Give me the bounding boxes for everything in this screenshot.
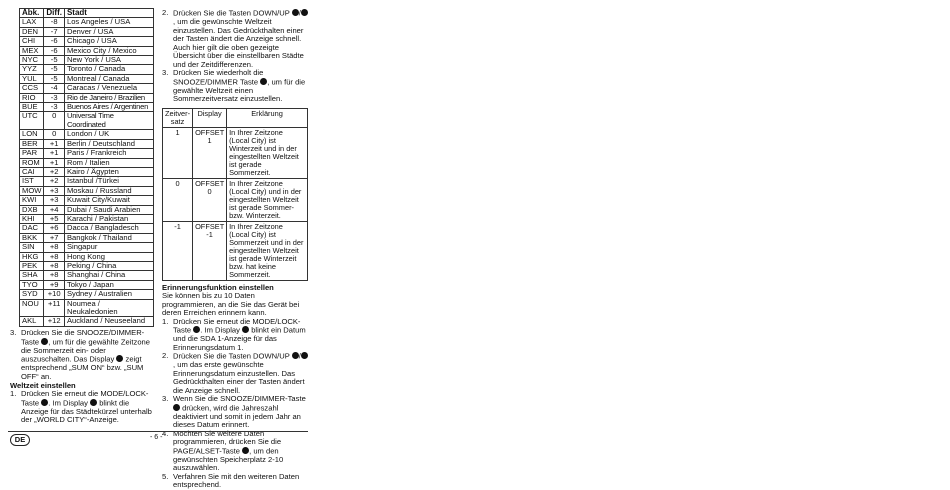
city-cell-stadt: Auckland / Neuseeland <box>64 317 153 326</box>
city-cell-abk: KWI <box>20 196 44 205</box>
city-cell-stadt: Los Angeles / USA <box>64 18 153 27</box>
city-cell-diff: +8 <box>44 271 65 280</box>
city-cell-abk: MOW <box>20 186 44 195</box>
city-cell-diff: +3 <box>44 196 65 205</box>
city-cell-stadt: Paris / Frankreich <box>64 149 153 158</box>
city-cell-diff: +4 <box>44 205 65 214</box>
city-cell-diff: +8 <box>44 252 65 261</box>
display-marker-icon <box>90 399 97 406</box>
display-marker-icon <box>116 355 123 362</box>
dst-row: 1 OFFSET 1 In Ihrer Zeitzone (Local City) ist Winterzeit und in der eingestellten Weltzeit ist gerade Sommerzeit. <box>163 127 308 178</box>
city-cell-abk: HKG <box>20 252 44 261</box>
weltzeit-heading: Weltzeit einstellen <box>10 380 76 390</box>
city-cell-stadt: Chicago / USA <box>64 37 153 46</box>
city-cell-abk: SHA <box>20 271 44 280</box>
city-cell-abk: BUE <box>20 103 44 112</box>
city-cell-diff: +1 <box>44 149 65 158</box>
city-cell-stadt: Berlin / Deutschland <box>64 139 153 148</box>
city-cell-diff: +3 <box>44 186 65 195</box>
dst-offset-table <box>162 108 308 281</box>
city-cell-diff: -8 <box>44 18 65 27</box>
city-cell-abk: LAX <box>20 18 44 27</box>
dst-row: 0 OFFSET 0 In Ihrer Zeitzone (Local City) und in der eingestellten Weltzeit ist gerade Sommer- bzw. Winterzeit. <box>163 178 308 221</box>
city-cell-diff: -5 <box>44 74 65 83</box>
city-cell-abk: CHI <box>20 37 44 46</box>
city-cell-abk: YYZ <box>20 65 44 74</box>
right-column-text <box>162 9 308 490</box>
city-cell-abk: PAR <box>20 149 44 158</box>
city-table-row <box>20 65 154 74</box>
city-cell-stadt: Dubai / Saudi Arabien <box>64 205 153 214</box>
city-cell-abk: DAC <box>20 224 44 233</box>
dst-row: -1 OFFSET -1 In Ihrer Zeitzone (Local City) ist Sommerzeit und in der eingestellten Weltzeit ist gerade Winterzeit bzw. hat keine Sommerzeit. <box>163 221 308 280</box>
city-table-row <box>20 37 154 46</box>
city-cell-diff: +12 <box>44 317 65 326</box>
city-cell-stadt: Peking / China <box>64 261 153 270</box>
city-cell-diff: -5 <box>44 65 65 74</box>
city-cell-stadt: Moskau / Russland <box>64 186 153 195</box>
language-badge: DE <box>10 434 30 446</box>
left-weltzeit-step-1: 1. Drücken Sie erneut die MODE/LOCK-Taste . Im Display blinkt die Anzeige für das Städtekürzel unterhalb der „WORLD CITY“-Anzeige. <box>10 389 152 425</box>
city-cell-abk: TYO <box>20 280 44 289</box>
city-cell-abk: SIN <box>20 243 44 252</box>
city-cell-diff: +6 <box>44 224 65 233</box>
display-marker-icon <box>242 326 249 333</box>
city-cell-diff: +2 <box>44 177 65 186</box>
city-table-row <box>20 290 154 299</box>
up-button-marker-icon <box>301 9 308 16</box>
city-cell-stadt: London / UK <box>64 130 153 139</box>
city-cell-abk: RIO <box>20 93 44 102</box>
city-table-row <box>20 158 154 167</box>
city-cell-diff: +2 <box>44 167 65 176</box>
city-cell-stadt: Dacca / Bangladesch <box>64 224 153 233</box>
city-table-row <box>20 299 154 317</box>
dst-header-offset: Zeitver-satz <box>163 108 193 127</box>
city-cell-diff: +7 <box>44 233 65 242</box>
city-cell-diff: +1 <box>44 158 65 167</box>
dst-table-header <box>163 108 308 127</box>
city-cell-abk: BKK <box>20 233 44 242</box>
city-cell-diff: +8 <box>44 243 65 252</box>
city-cell-abk: CCS <box>20 84 44 93</box>
city-cell-diff: +8 <box>44 261 65 270</box>
reminder-step-2: 2. Drücken Sie die Tasten DOWN/UP /, um das erste gewünschte Erinnerungsdatum einzustellen. Das Gedrückthalten einer der Tasten ändert die Anzeige schnell. <box>162 352 308 395</box>
city-table-row <box>20 196 154 205</box>
reminder-step-4: 4. Möchten Sie weitere Daten programmieren, drücken Sie die PAGE/ALSET-Taste , um den gewünschten Speicherplatz 2-10 auszuwählen. <box>162 428 284 472</box>
up-button-marker-icon <box>301 352 308 359</box>
city-cell-diff: +9 <box>44 280 65 289</box>
city-cell-abk: IST <box>20 177 44 186</box>
city-cell-abk: NYC <box>20 56 44 65</box>
city-code-table <box>19 8 154 327</box>
city-cell-stadt: Karachi / Pakistan <box>64 214 153 223</box>
city-cell-stadt: Rom / Italien <box>64 158 153 167</box>
city-cell-diff: +10 <box>44 290 65 299</box>
city-table-row <box>20 84 154 93</box>
header-abk: Abk. <box>20 9 44 18</box>
reminder-heading: Erinnerungsfunktion einstellen <box>162 282 274 292</box>
footer-rule <box>8 431 308 432</box>
down-button-marker-icon <box>292 352 299 359</box>
city-cell-abk: NOU <box>20 299 44 317</box>
city-table-row <box>20 18 154 27</box>
city-cell-diff: +1 <box>44 139 65 148</box>
reminder-intro: Sie können bis zu 10 Daten programmieren, an die Sie das Gerät bei deren Erreichen erinnern kann. <box>162 291 300 317</box>
city-cell-stadt: Singapur <box>64 243 153 252</box>
city-cell-abk: YUL <box>20 74 44 83</box>
city-cell-abk: KHI <box>20 214 44 223</box>
city-cell-stadt: Mexico City / Mexico <box>64 46 153 55</box>
left-column-text <box>10 329 156 425</box>
city-cell-diff: +11 <box>44 299 65 317</box>
city-cell-abk: AKL <box>20 317 44 326</box>
city-cell-abk: CAI <box>20 167 44 176</box>
city-table-row <box>20 112 154 130</box>
city-cell-stadt: Montreal / Canada <box>64 74 153 83</box>
city-cell-diff: -6 <box>44 46 65 55</box>
city-cell-stadt: Toronto / Canada <box>64 65 153 74</box>
city-cell-stadt: Hong Kong <box>64 252 153 261</box>
city-cell-stadt: Kuwait City/Kuwait <box>64 196 153 205</box>
city-cell-abk: DXB <box>20 205 44 214</box>
right-step-2: 2. Drücken Sie die Tasten DOWN/UP /, um die gewünschte Weltzeit einzustellen. Das Gedrückthalten einer der Tasten ändert die Anzeige schnell. Auch hier gilt die oben gezeigte Übersicht über die einstellbaren Städte und der Zeitdifferenzen. <box>162 9 308 69</box>
city-cell-stadt: Shanghai / China <box>64 271 153 280</box>
city-table-body <box>20 18 154 326</box>
dst-header-explanation: Erklärung <box>227 108 308 127</box>
city-cell-abk: SYD <box>20 290 44 299</box>
city-cell-abk: PEK <box>20 261 44 270</box>
city-cell-abk: DEN <box>20 27 44 36</box>
city-cell-stadt: Tokyo / Japan <box>64 280 153 289</box>
city-cell-stadt: Buenos Aires / Argentinen <box>64 103 153 112</box>
city-cell-stadt: Noumea / Neukaledonien <box>64 299 153 317</box>
city-cell-diff: -3 <box>44 93 65 102</box>
city-cell-abk: LON <box>20 130 44 139</box>
header-diff: Diff. <box>44 9 65 18</box>
reminder-step-1: 1. Drücken Sie erneut die MODE/LOCK-Taste . Im Display blinkt ein Datum und die SDA 1-Anzeige für das Erinnerungsdatum 1. <box>162 316 306 352</box>
city-cell-abk: MEX <box>20 46 44 55</box>
city-cell-diff: -4 <box>44 84 65 93</box>
left-step-3: 3. Drücken Sie die SNOOZE/DIMMER-Taste , um für die gewählte Zeitzone die Sommerzeit ein- oder auszuschalten. Das Display zeigt entsprechend „SUM ON“ bzw. „SUM OFF“ an. <box>10 328 151 381</box>
city-cell-abk: BER <box>20 139 44 148</box>
city-table-row <box>20 177 154 186</box>
city-cell-stadt: Kairo / Ägypten <box>64 167 153 176</box>
city-cell-stadt: Bangkok / Thailand <box>64 233 153 242</box>
city-cell-diff: -6 <box>44 37 65 46</box>
city-table-row <box>20 149 154 158</box>
city-table-row <box>20 243 154 252</box>
city-table-row <box>20 271 154 280</box>
right-step-3: 3. Drücken Sie wiederholt die SNOOZE/DIMMER Taste , um für die gewählte Weltzeit einen Sommerzeitversatz einzustellen. <box>162 68 306 103</box>
city-cell-stadt: Istanbul /Türkei <box>64 177 153 186</box>
city-cell-diff: 0 <box>44 130 65 139</box>
city-table-row <box>20 224 154 233</box>
city-cell-stadt: Universal Time Coordinated <box>64 112 153 130</box>
down-button-marker-icon <box>292 9 299 16</box>
city-cell-diff: -5 <box>44 56 65 65</box>
city-cell-abk: UTC <box>20 112 44 130</box>
page-number: - 6 - <box>150 434 163 441</box>
city-cell-stadt: New York / USA <box>64 56 153 65</box>
city-cell-stadt: Caracas / Venezuela <box>64 84 153 93</box>
reminder-step-5: 5. Verfahren Sie mit den weiteren Daten entsprechend. <box>162 471 300 489</box>
reminder-step-3: 3. Wenn Sie die SNOOZE/DIMMER-Taste drücken, wird die Jahreszahl deaktiviert und somit in jedem Jahr an dieses Datum erinnert. <box>162 394 306 429</box>
city-cell-diff: -7 <box>44 27 65 36</box>
city-table-row <box>20 130 154 139</box>
button-marker-icon <box>173 404 180 411</box>
city-cell-stadt: Sydney / Australien <box>64 290 153 299</box>
city-cell-stadt: Denver / USA <box>64 27 153 36</box>
city-cell-diff: -3 <box>44 103 65 112</box>
city-cell-diff: +5 <box>44 214 65 223</box>
header-stadt: Stadt <box>64 9 153 18</box>
dst-header-display: Display <box>193 108 227 127</box>
city-cell-abk: ROM <box>20 158 44 167</box>
city-cell-diff: 0 <box>44 112 65 130</box>
city-cell-stadt: Rio de Janeiro / Brazilien <box>64 93 153 102</box>
city-table-row <box>20 317 154 326</box>
